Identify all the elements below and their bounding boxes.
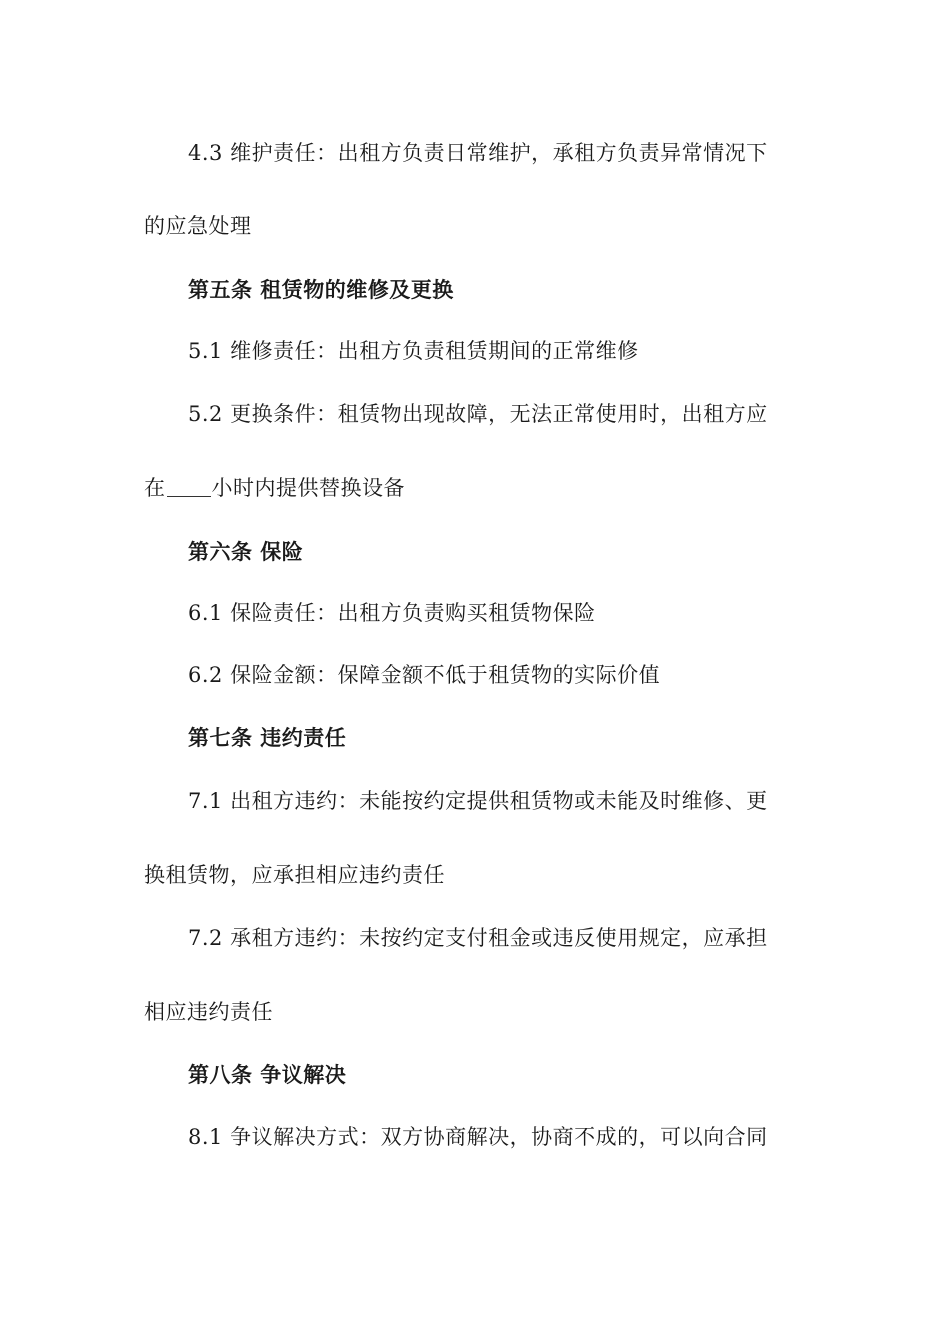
clause-4-3-line-1 (188, 139, 768, 167)
clause-7-2-line-2 (144, 998, 273, 1026)
clause-text: 5.2 更换条件：租赁物出现故障，无法正常使用时，出租方应 (188, 402, 768, 426)
clause-5-2-line-1 (188, 400, 768, 428)
article-6-heading (188, 538, 303, 566)
article-7-heading (188, 724, 346, 752)
clause-6-2-line (188, 661, 660, 689)
heading-text: 第五条 租赁物的维修及更换 (188, 278, 454, 302)
clause-7-1-line-2 (144, 861, 445, 889)
heading-text: 第八条 争议解决 (188, 1063, 347, 1087)
article-5-heading (188, 276, 454, 304)
heading-text: 第七条 违约责任 (188, 726, 347, 750)
clause-6-1-line (188, 599, 596, 627)
clause-text-after-blank: 小时内提供替换设备 (211, 476, 405, 500)
clause-text: 7.2 承租方违约：未按约定支付租金或违反使用规定，应承担 (188, 926, 768, 950)
clause-4-3-line-2 (144, 212, 252, 240)
clause-text: 4.3 维护责任：出租方负责日常维护，承租方负责异常情况下 (188, 141, 768, 165)
clause-7-1-line-1 (188, 787, 768, 815)
fill-in-blank (167, 476, 211, 497)
clause-7-2-line-1 (188, 924, 768, 952)
clause-5-2-line-2 (144, 474, 405, 502)
clause-text: 6.1 保险责任：出租方负责购买租赁物保险 (188, 601, 596, 625)
clause-text: 换租赁物，应承担相应违约责任 (144, 863, 445, 887)
heading-text: 第六条 保险 (188, 540, 304, 564)
clause-text: 相应违约责任 (144, 1000, 273, 1024)
clause-8-1-line-1 (188, 1123, 768, 1151)
clause-5-1-line (188, 337, 639, 365)
clause-text: 7.1 出租方违约：未能按约定提供租赁物或未能及时维修、更 (188, 789, 768, 813)
clause-text: 的应急处理 (144, 214, 252, 238)
clause-text: 6.2 保险金额：保障金额不低于租赁物的实际价值 (188, 663, 661, 687)
clause-text: 8.1 争议解决方式：双方协商解决，协商不成的，可以向合同 (188, 1125, 768, 1149)
article-8-heading (188, 1061, 346, 1089)
clause-text-before-blank: 在 (144, 476, 166, 500)
clause-text: 5.1 维修责任：出租方负责租赁期间的正常维修 (188, 339, 639, 363)
